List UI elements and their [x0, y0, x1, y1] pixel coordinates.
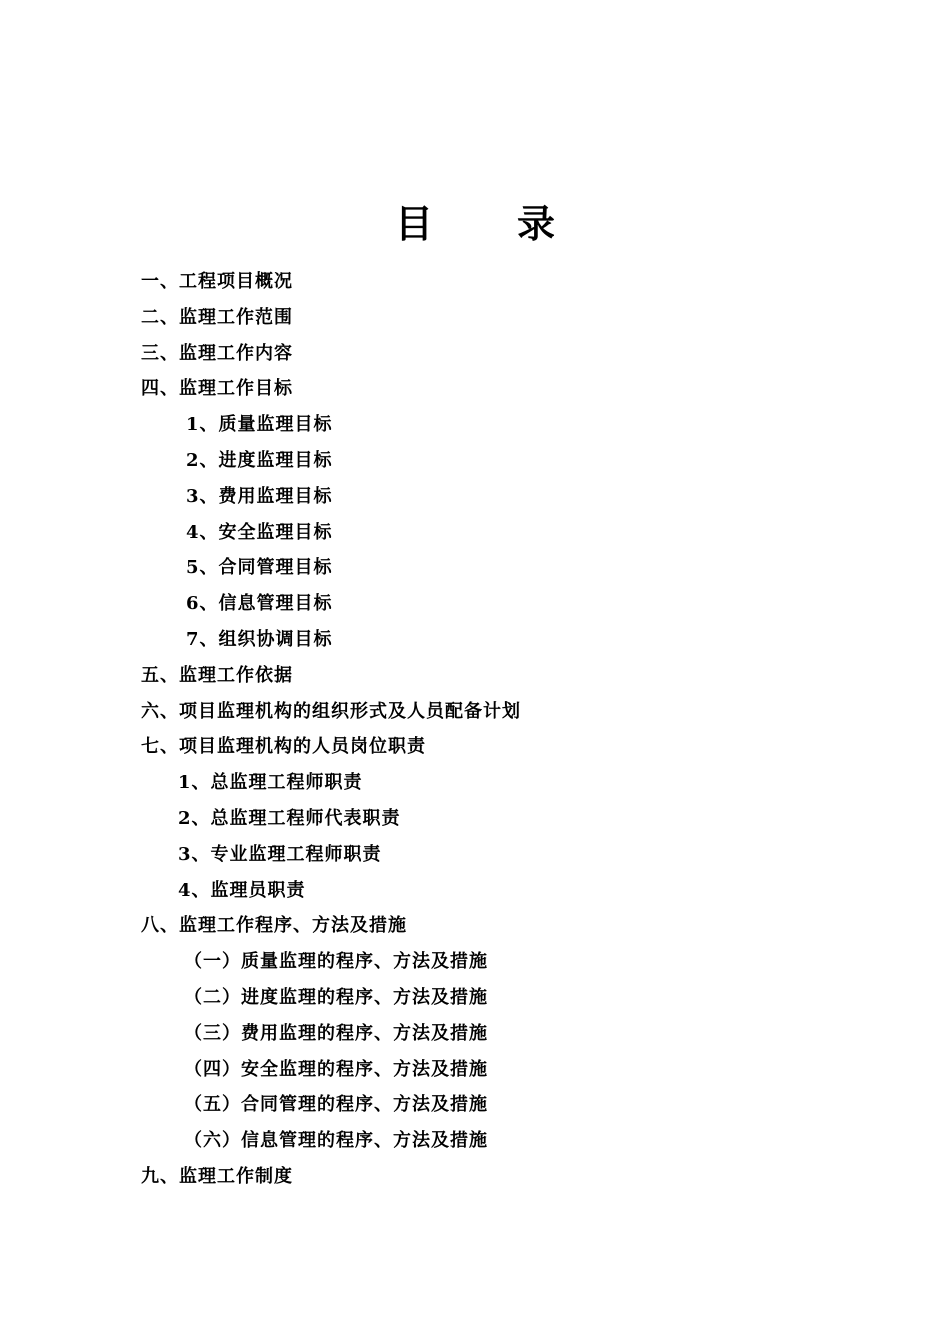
toc-item: 九、监理工作制度: [141, 1165, 293, 1187]
toc-item: 7、组织协调目标: [186, 628, 333, 650]
page-title: [0, 198, 950, 250]
toc-item: 1、总监理工程师职责: [178, 772, 363, 794]
toc-item: （四）安全监理的程序、方法及措施: [184, 1058, 488, 1080]
toc-item: 2、进度监理目标: [186, 449, 333, 471]
toc-item: （一）质量监理的程序、方法及措施: [184, 951, 488, 973]
toc-item: 5、合同管理目标: [186, 557, 333, 579]
toc-item: （五）合同管理的程序、方法及措施: [184, 1094, 488, 1116]
toc-item: （二）进度监理的程序、方法及措施: [184, 986, 488, 1008]
toc-item: 3、费用监理目标: [186, 485, 333, 507]
toc-item: 五、监理工作依据: [141, 664, 293, 686]
toc-item: 4、监理员职责: [178, 879, 306, 901]
toc-item: 1、质量监理目标: [186, 414, 333, 436]
toc-item: 二、监理工作范围: [141, 306, 293, 328]
toc-item: 六、项目监理机构的组织形式及人员配备计划: [141, 700, 521, 722]
toc-item: 2、总监理工程师代表职责: [178, 807, 401, 829]
toc-item: 4、安全监理目标: [186, 521, 333, 543]
table-of-contents: [0, 264, 950, 1195]
toc-item: 七、项目监理机构的人员岗位职责: [141, 736, 426, 758]
toc-item: 3、专业监理工程师职责: [178, 843, 382, 865]
title-char-1: 目: [394, 201, 433, 246]
toc-item: 八、监理工作程序、方法及措施: [141, 915, 407, 937]
toc-item: （三）费用监理的程序、方法及措施: [184, 1022, 488, 1044]
toc-item: 一、工程项目概况: [141, 271, 293, 292]
title-char-2: 录: [517, 201, 556, 246]
toc-item: 三、监理工作内容: [141, 342, 293, 364]
toc-item: 6、信息管理目标: [186, 593, 333, 615]
toc-item: （六）信息管理的程序、方法及措施: [184, 1130, 488, 1152]
toc-item: 四、监理工作目标: [141, 378, 293, 400]
